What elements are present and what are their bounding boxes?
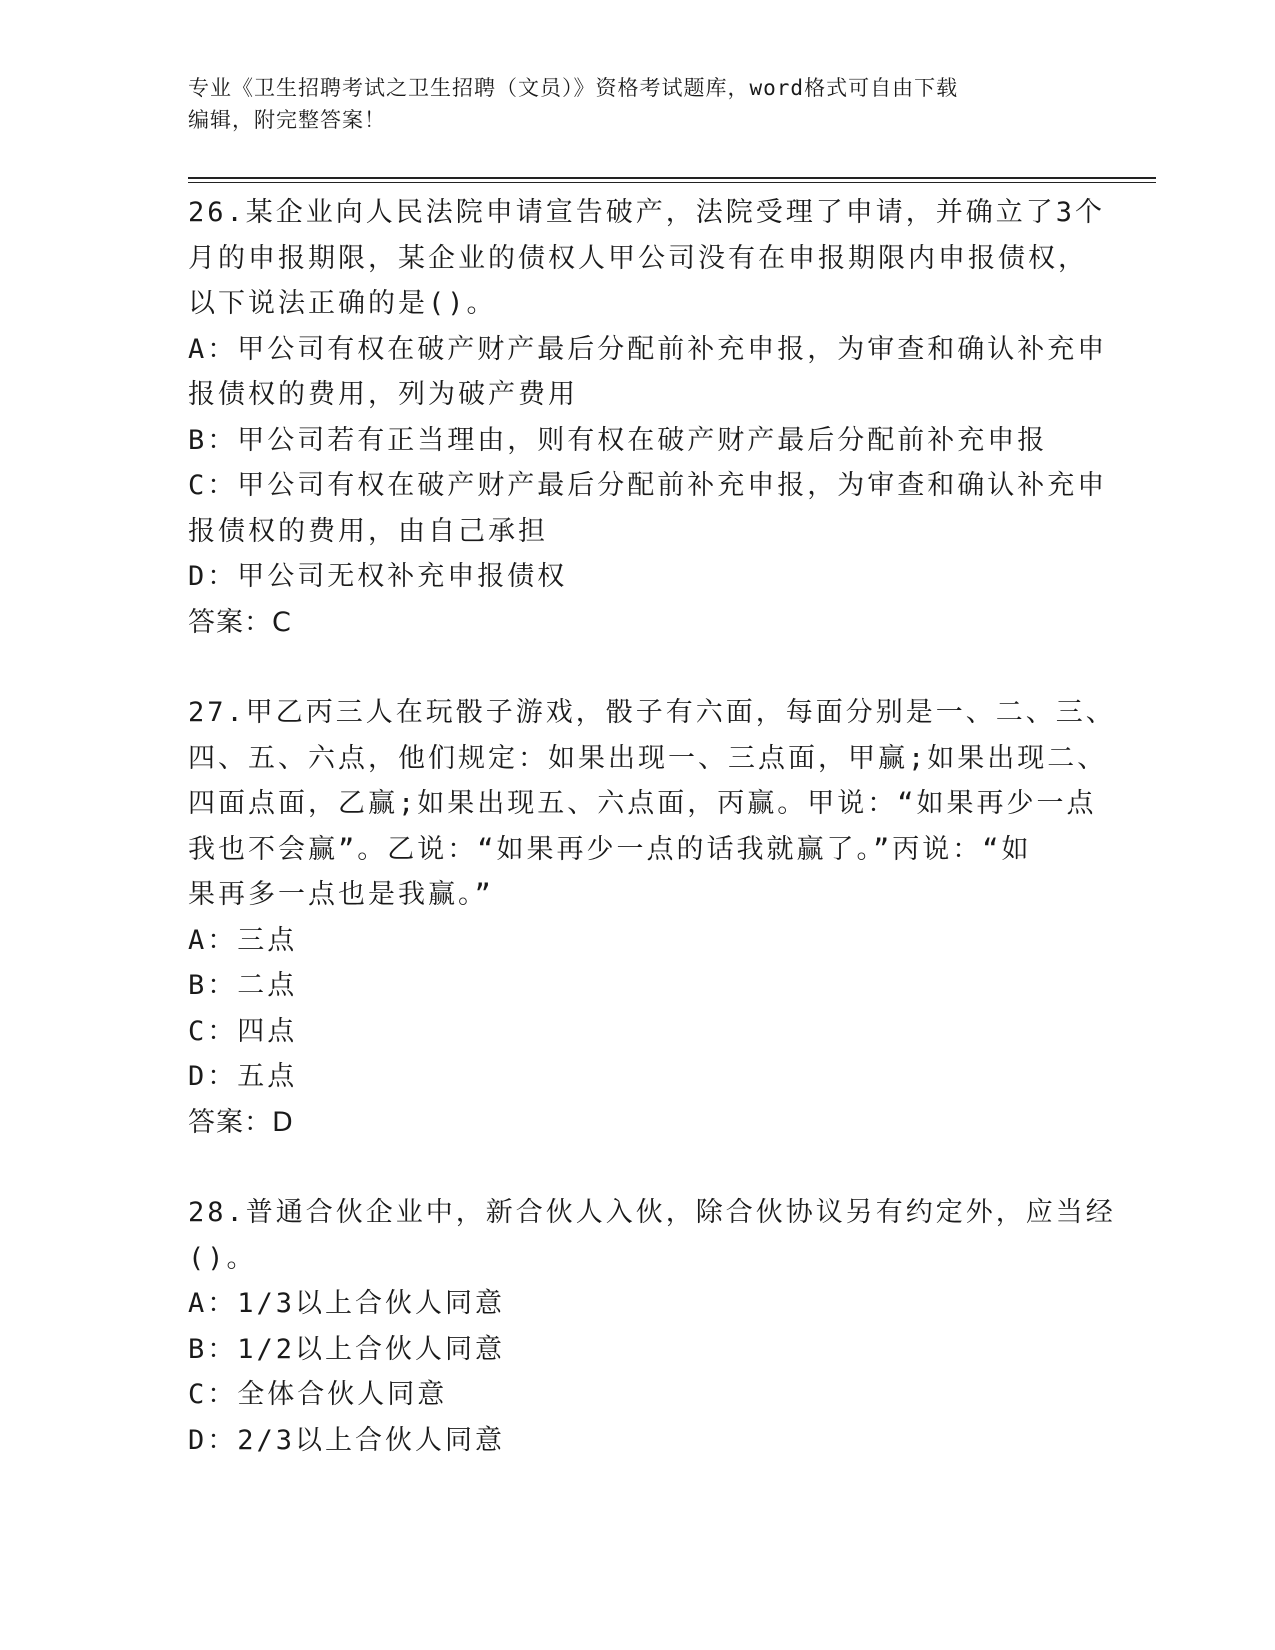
option-line: A：1/3以上合伙人同意 xyxy=(188,1288,506,1319)
question-spacer xyxy=(188,645,1088,690)
question-stem-line: 月的申报期限，某企业的债权人甲公司没有在申报期限内申报债权， xyxy=(188,242,1088,274)
option-line: C：全体合伙人同意 xyxy=(188,1379,448,1410)
answer-line: 答案：C xyxy=(188,606,292,638)
option-line: A：甲公司有权在破产财产最后分配前补充申报，为审查和确认补充申 xyxy=(188,333,1108,365)
header-line-1: 专业《卫生招聘考试之卫生招聘（文员）》资格考试题库，word格式可自由下载 xyxy=(188,76,959,100)
option-line: 报债权的费用，列为破产费用 xyxy=(188,379,578,410)
option-line: B：二点 xyxy=(188,970,298,1001)
header-line-2: 编辑，附完整答案！ xyxy=(188,108,386,132)
question-27 xyxy=(188,690,1116,1145)
header-rule-thin xyxy=(188,182,1156,183)
option-line: D：五点 xyxy=(188,1061,298,1092)
option-line: B：1/2以上合伙人同意 xyxy=(188,1333,506,1365)
question-stem-line: 28.普通合伙企业中，新合伙人入伙，除合伙协议另有约定外，应当经 xyxy=(188,1197,1116,1228)
question-list xyxy=(188,190,1116,1463)
option-line: 报债权的费用，由自己承担 xyxy=(188,515,548,547)
question-stem-line: ()。 xyxy=(188,1242,257,1274)
header-rule-thick xyxy=(188,177,1156,179)
answer-line: 答案：D xyxy=(188,1106,294,1138)
question-26 xyxy=(188,190,1108,645)
option-line: C：甲公司有权在破产财产最后分配前补充申报，为审查和确认补充申 xyxy=(188,470,1108,501)
document-header xyxy=(188,72,1088,136)
question-stem-line: 果再多一点也是我赢。” xyxy=(188,879,494,910)
question-28 xyxy=(188,1190,1116,1463)
question-stem-line: 以下说法正确的是()。 xyxy=(188,288,497,319)
option-line: C：四点 xyxy=(188,1015,298,1047)
option-line: B：甲公司若有正当理由，则有权在破产财产最后分配前补充申报 xyxy=(188,424,1048,456)
question-stem-line: 26.某企业向人民法院申请宣告破产，法院受理了申请，并确立了3个 xyxy=(188,197,1106,228)
option-line: D：2/3以上合伙人同意 xyxy=(188,1424,506,1456)
question-stem-line: 四、五、六点，他们规定：如果出现一、三点面，甲赢;如果出现二、 xyxy=(188,742,1108,774)
option-line: D：甲公司无权补充申报债权 xyxy=(188,561,568,592)
question-stem-line: 27.甲乙丙三人在玩骰子游戏，骰子有六面，每面分别是一、二、三、 xyxy=(188,697,1116,728)
question-stem-line: 我也不会赢”。乙说：“如果再少一点的话我就赢了。”丙说：“如 xyxy=(188,833,1032,865)
option-line: A：三点 xyxy=(188,924,298,956)
question-stem-line: 四面点面，乙赢;如果出现五、六点面，丙赢。甲说：“如果再少一点 xyxy=(188,788,1097,819)
question-spacer xyxy=(188,1145,1088,1190)
